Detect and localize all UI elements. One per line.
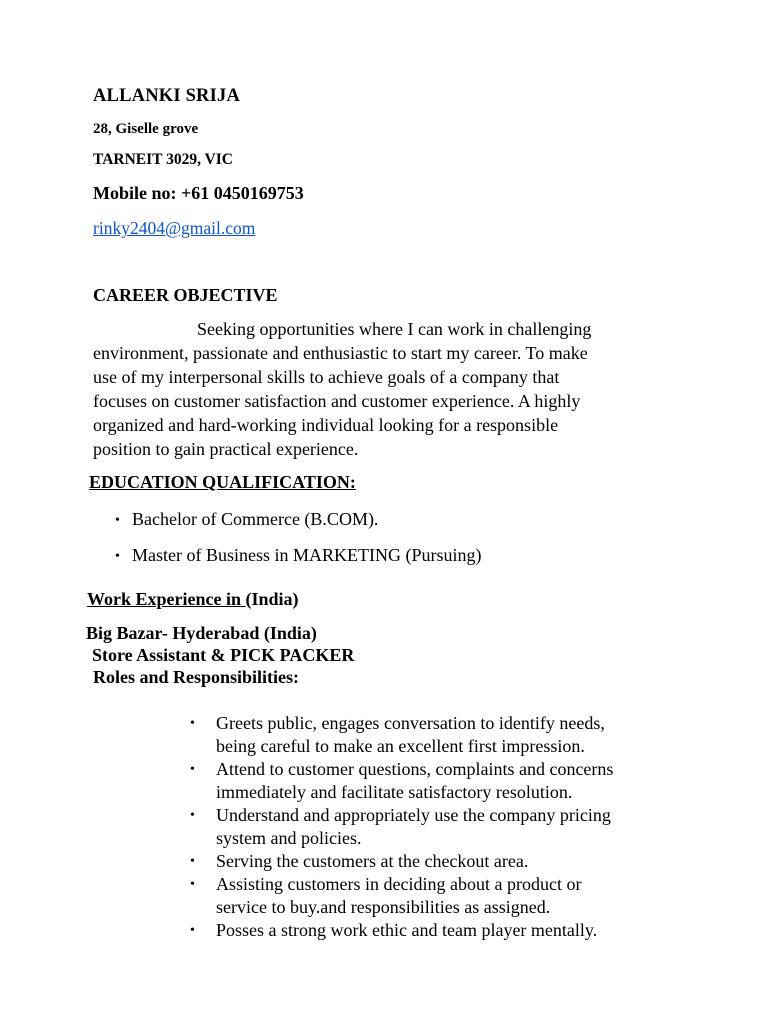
career-objective-text (93, 317, 693, 461)
work-experience-heading (87, 589, 299, 610)
address-line-1: 28, Giselle grove (93, 121, 199, 137)
responsibility-line: system and policies. (216, 828, 362, 848)
education-list (115, 507, 481, 579)
work-heading-underlined: Work Experience in (87, 589, 246, 609)
list-item (190, 712, 613, 758)
objective-line: organized and hard-working individual looking for a responsible (93, 415, 559, 435)
list-item (190, 850, 613, 873)
objective-line: Seeking opportunities where I can work in challenging (197, 319, 592, 339)
list-item (115, 543, 481, 579)
email-link[interactable]: rinky2404@gmail.com (93, 218, 256, 238)
address-line-2: TARNEIT 3029, VIC (93, 151, 233, 168)
list-item (190, 804, 613, 850)
applicant-name: ALLANKI SRIJA (93, 86, 241, 106)
responsibility-line: being careful to make an excellent first impression. (216, 736, 585, 756)
responsibility-line: Understand and appropriately use the company pricing (216, 805, 611, 825)
objective-line: environment, passionate and enthusiastic to start my career. To make (93, 343, 588, 363)
responsibilities-list (190, 712, 613, 942)
bullet-icon: • (190, 923, 195, 938)
bullet-icon: • (190, 877, 195, 892)
objective-line: use of my interpersonal skills to achieve goals of a company that (93, 367, 560, 387)
objective-line: position to gain practical experience. (93, 439, 359, 459)
work-heading-country: (India) (245, 589, 299, 609)
bullet-icon: • (190, 854, 195, 869)
bullet-icon: • (190, 716, 195, 731)
job-title: Store Assistant & PICK PACKER (92, 645, 355, 665)
list-item (115, 507, 481, 543)
responsibility-line: Greets public, engages conversation to identify needs, (216, 713, 605, 733)
responsibility-line: service to buy.and responsibilities as assigned. (216, 897, 551, 917)
list-item (190, 919, 613, 942)
objective-line: focuses on customer satisfaction and customer experience. A highly (93, 391, 581, 411)
list-item (190, 873, 613, 919)
bullet-icon: • (115, 549, 120, 564)
company-name: Big Bazar- Hyderabad (India) (86, 623, 317, 643)
education-heading: EDUCATION QUALIFICATION: (89, 472, 356, 492)
responsibility-line: Serving the customers at the checkout area. (216, 851, 529, 871)
responsibility-line: Posses a strong work ethic and team player mentally. (216, 920, 598, 940)
responsibility-line: Assisting customers in deciding about a product or (216, 874, 582, 894)
responsibility-line: Attend to customer questions, complaints and concerns (216, 759, 614, 779)
bullet-icon: • (190, 808, 195, 823)
mobile-number: Mobile no: +61 0450169753 (93, 183, 304, 203)
list-item (190, 758, 613, 804)
career-objective-heading: CAREER OBJECTIVE (93, 285, 278, 305)
bullet-icon: • (115, 513, 120, 528)
education-item: Master of Business in MARKETING (Pursuing) (132, 545, 482, 565)
bullet-icon: • (190, 762, 195, 777)
responsibility-line: immediately and facilitate satisfactory resolution. (216, 782, 573, 802)
responsibilities-heading: Roles and Responsibilities: (93, 667, 300, 687)
education-item: Bachelor of Commerce (B.COM). (132, 509, 379, 529)
